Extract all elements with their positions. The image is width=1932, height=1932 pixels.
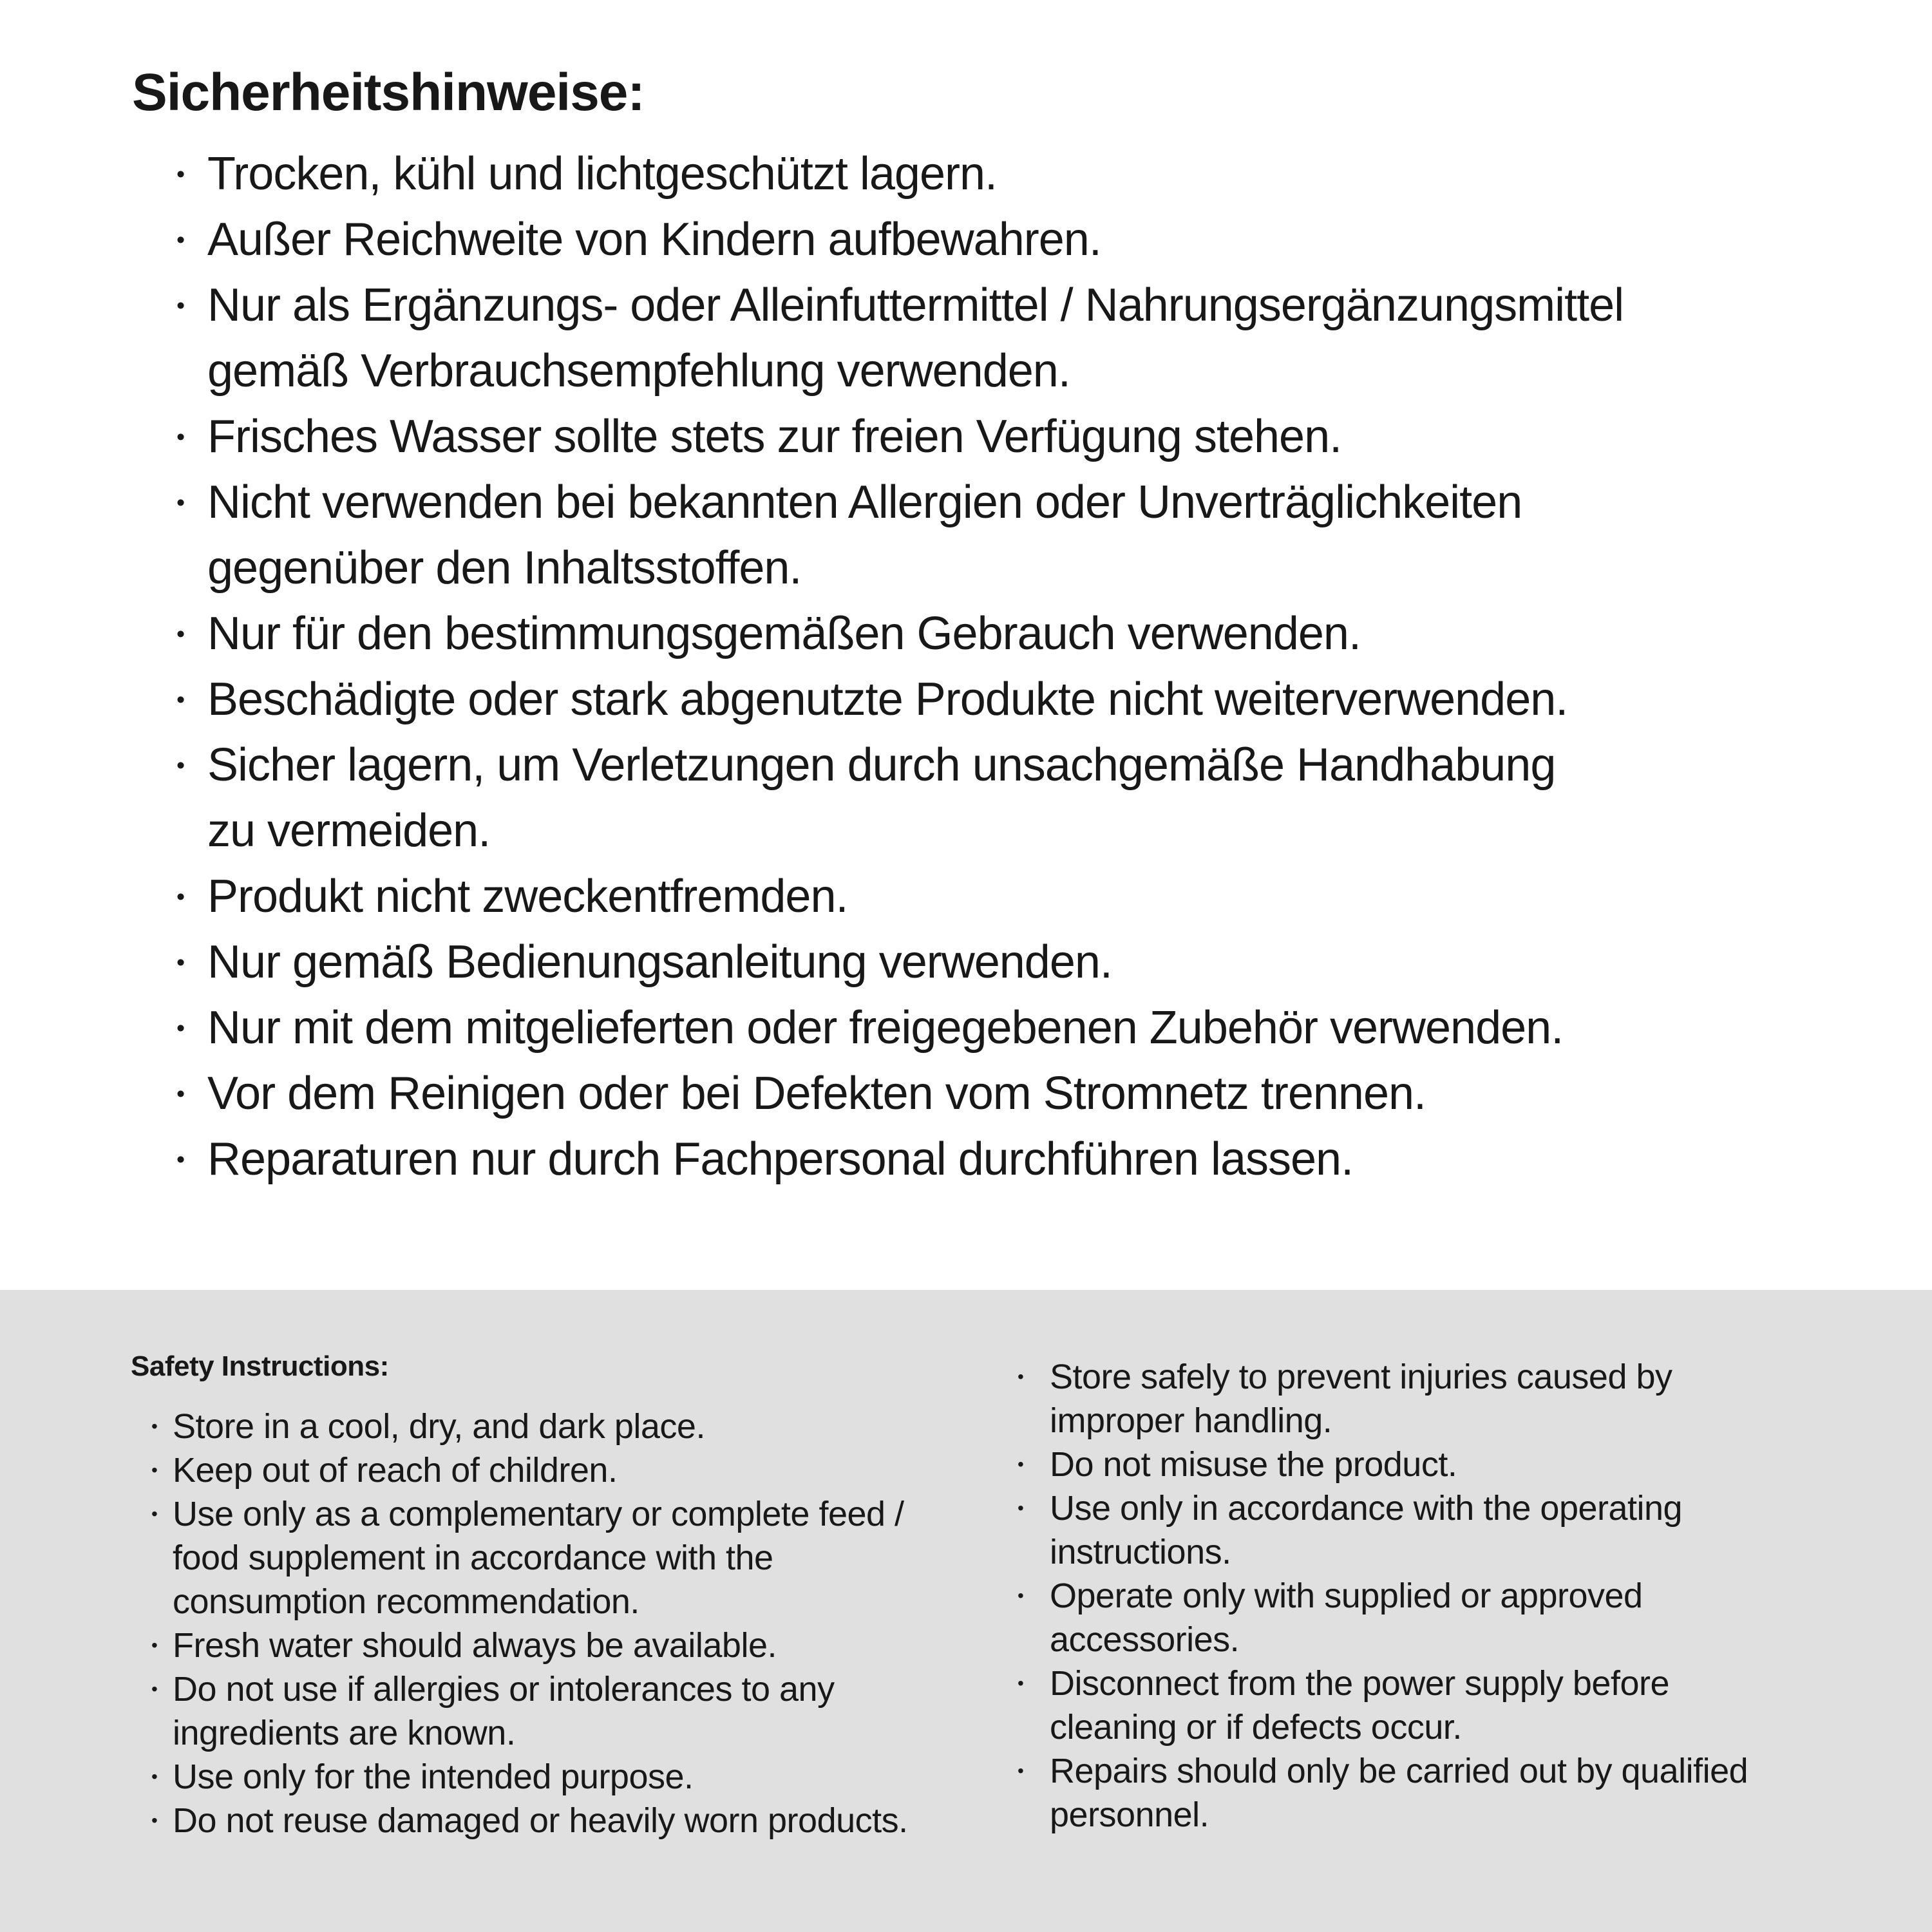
bullet-text: Use only in accordance with the operating <box>1050 1489 1683 1528</box>
bullet-text: Reparaturen nur durch Fachpersonal durchführen lassen. <box>207 1133 1354 1185</box>
german-heading: Sicherheitshinweise: <box>132 63 645 122</box>
bullet-icon: • <box>1018 1673 1024 1693</box>
bullet-icon: • <box>151 1416 158 1436</box>
bullet-icon: • <box>176 160 185 187</box>
bullet-text: Do not misuse the product. <box>1050 1445 1457 1484</box>
bullet-item-line <box>151 1448 908 1492</box>
bullet-icon: • <box>176 882 185 910</box>
bullet-item-line <box>151 1667 908 1711</box>
bullet-text: Disconnect from the power supply before <box>1050 1664 1669 1703</box>
english-heading: Safety Instructions: <box>131 1350 389 1382</box>
bullet-text: zu vermeiden. <box>207 805 491 857</box>
bullet-icon: • <box>176 1145 185 1173</box>
german-bullet-list <box>176 141 1624 1192</box>
bullet-item-wrapped-line <box>151 1536 908 1580</box>
bullet-text: Nur mit dem mitgelieferten oder freigegebenen Zubehör verwenden. <box>207 1002 1564 1054</box>
bullet-item-wrapped-line <box>1018 1618 1748 1662</box>
bullet-icon: • <box>176 291 185 319</box>
bullet-text: instructions. <box>1050 1533 1231 1571</box>
bullet-text: Fresh water should always be available. <box>173 1626 777 1665</box>
bullet-item-line <box>176 404 1624 469</box>
bullet-item-line <box>176 864 1624 929</box>
bullet-item-line <box>151 1492 908 1536</box>
bullet-icon: • <box>1018 1761 1024 1781</box>
bullet-text: ingredients are known. <box>173 1714 516 1752</box>
bullet-text: Keep out of reach of children. <box>173 1451 618 1490</box>
bullet-icon: • <box>1018 1586 1024 1605</box>
bullet-icon: • <box>176 422 185 450</box>
bullet-text: Sicher lagern, um Verletzungen durch unsachgemäße Handhabung <box>207 739 1556 791</box>
bullet-text: consumption recommendation. <box>173 1582 639 1621</box>
bullet-text: Use only as a complementary or complete feed / <box>173 1495 904 1533</box>
bullet-item-line <box>151 1755 908 1799</box>
bullet-item-line <box>1018 1486 1748 1530</box>
bullet-icon: • <box>1018 1498 1024 1518</box>
bullet-text: Frisches Wasser sollte stets zur freien Verfügung stehen. <box>207 411 1342 462</box>
bullet-item-wrapped-line <box>1018 1793 1748 1837</box>
bullet-text: improper handling. <box>1050 1401 1332 1440</box>
bullet-item-wrapped-line <box>176 535 1624 601</box>
bullet-text: Außer Reichweite von Kindern aufbewahren. <box>207 214 1101 265</box>
bullet-text: Repairs should only be carried out by qualified <box>1050 1752 1748 1790</box>
bullet-icon: • <box>151 1635 158 1655</box>
english-bullet-list-left <box>151 1405 908 1842</box>
bullet-text: Do not reuse damaged or heavily worn products. <box>173 1801 908 1840</box>
bullet-text: Store in a cool, dry, and dark place. <box>173 1407 705 1446</box>
bullet-item-wrapped-line <box>1018 1530 1748 1574</box>
bullet-text: Nicht verwenden bei bekannten Allergien oder Unverträglichkeiten <box>207 477 1522 528</box>
bullet-item-wrapped-line <box>151 1580 908 1624</box>
bullet-icon: • <box>151 1460 158 1480</box>
bullet-icon: • <box>176 488 185 516</box>
bullet-text: personnel. <box>1050 1795 1209 1834</box>
bullet-text: gegenüber den Inhaltsstoffen. <box>207 542 802 594</box>
bullet-icon: • <box>1018 1367 1024 1387</box>
bullet-icon: • <box>151 1766 158 1786</box>
bullet-text: Use only for the intended purpose. <box>173 1757 694 1796</box>
bullet-text: Produkt nicht zweckentfremden. <box>207 871 848 922</box>
bullet-text: Store safely to prevent injuries caused by <box>1050 1358 1672 1396</box>
bullet-item-wrapped-line <box>1018 1399 1748 1443</box>
bullet-text: accessories. <box>1050 1620 1240 1659</box>
bullet-item-wrapped-line <box>1018 1705 1748 1749</box>
bullet-icon: • <box>1018 1454 1024 1474</box>
bullet-text: Nur gemäß Bedienungsanleitung verwenden. <box>207 936 1112 988</box>
bullet-item-line <box>151 1405 908 1448</box>
bullet-icon: • <box>176 225 185 253</box>
bullet-text: Nur als Ergänzungs- oder Alleinfuttermittel / Nahrungsergänzungsmittel <box>207 279 1624 331</box>
bullet-icon: • <box>176 1014 185 1041</box>
bullet-text: Do not use if allergies or intolerances to any <box>173 1670 835 1709</box>
bullet-item-line <box>176 207 1624 272</box>
bullet-item-line <box>1018 1355 1748 1399</box>
bullet-item-wrapped-line <box>151 1711 908 1755</box>
bullet-icon: • <box>151 1504 158 1524</box>
bullet-item-line <box>176 732 1624 798</box>
bullet-text: food supplement in accordance with the <box>173 1539 773 1577</box>
bullet-text: Trocken, kühl und lichtgeschützt lagern. <box>207 148 998 200</box>
english-bullet-list-right <box>1018 1355 1748 1837</box>
bullet-icon: • <box>176 751 185 779</box>
bullet-item-wrapped-line <box>176 798 1624 864</box>
bullet-item-line <box>1018 1662 1748 1705</box>
bullet-text: gemäß Verbrauchsempfehlung verwenden. <box>207 345 1070 397</box>
bullet-item-line <box>176 469 1624 535</box>
bullet-icon: • <box>176 685 185 713</box>
bullet-text: Operate only with supplied or approved <box>1050 1577 1643 1615</box>
bullet-icon: • <box>176 948 185 976</box>
bullet-text: cleaning or if defects occur. <box>1050 1708 1462 1747</box>
bullet-item-wrapped-line <box>176 338 1624 404</box>
bullet-item-line <box>1018 1443 1748 1486</box>
bullet-item-line <box>176 667 1624 732</box>
bullet-item-line <box>176 272 1624 338</box>
bullet-icon: • <box>176 1079 185 1107</box>
bullet-item-line <box>176 995 1624 1061</box>
bullet-item-line <box>1018 1749 1748 1793</box>
bullet-item-line <box>176 141 1624 207</box>
bullet-icon: • <box>151 1679 158 1699</box>
bullet-icon: • <box>151 1810 158 1830</box>
bullet-item-line <box>1018 1574 1748 1618</box>
bullet-icon: • <box>176 620 185 647</box>
bullet-text: Beschädigte oder stark abgenutzte Produkte nicht weiterverwenden. <box>207 674 1568 725</box>
bullet-item-line <box>176 1126 1624 1192</box>
bullet-item-line <box>151 1624 908 1667</box>
bullet-item-line <box>176 1061 1624 1126</box>
bullet-item-line <box>151 1799 908 1842</box>
bullet-item-line <box>176 929 1624 995</box>
bullet-text: Nur für den bestimmungsgemäßen Gebrauch verwenden. <box>207 608 1361 659</box>
bullet-text: Vor dem Reinigen oder bei Defekten vom Stromnetz trennen. <box>207 1068 1426 1119</box>
bullet-item-line <box>176 601 1624 667</box>
